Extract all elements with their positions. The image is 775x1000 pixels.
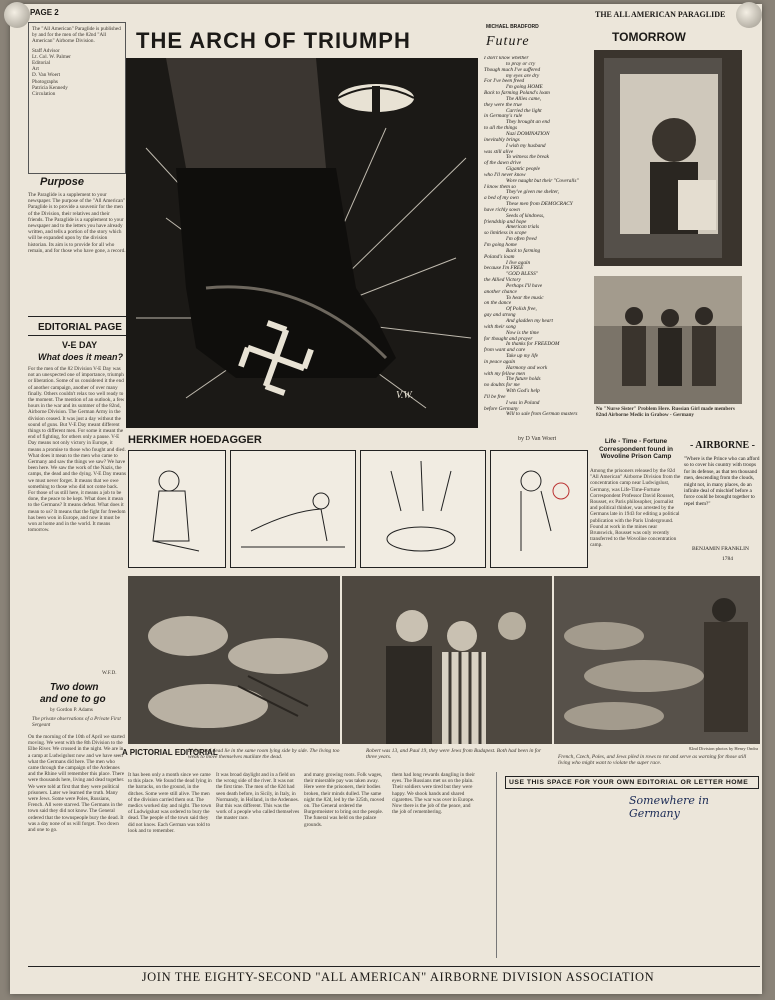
wings-insignia-icon [338,84,414,112]
poem-line: Of Polish free, [506,306,537,313]
poem-line: Will to sale from German masters [506,411,578,418]
poem-line: They've given me shelter, [506,189,559,196]
tomorrow-photo-soldiers-girl [594,276,742,404]
comic-panel-4 [490,450,588,568]
poem-line: inevitably brings [484,136,520,143]
poem-line: I'm going home [484,242,517,248]
poem-author: MICHAEL BRADFORD [486,24,539,30]
poem-line: to all the things [484,125,518,132]
poem-line: Wore naught but their "Coveralls" [506,177,579,184]
airborne-quote: "Where is the Prince who can afford so to cover his country with troops for its defense, as that ten thousand men, descending from the clouds, might not, in many places, do an infinite deal of mischief before a force could be brought together to repel them?" [684,456,760,507]
staff-name: D. Van Woert [32,72,61,79]
poem-line: because I'm FREE [484,265,524,272]
poem-line: my eyes are dry [506,72,540,79]
poem-line: I'm often freed [506,236,537,243]
poem-line: I'll be free [484,393,506,400]
poem-line: have richly sown [484,206,520,213]
poem-line: American trials [506,224,540,231]
poem-line: in Germany's rule [484,113,523,120]
arch-title: THE ARCH OF TRIUMPH [136,28,411,53]
pictorial-photo-two-boys [342,576,552,744]
two-down-title-2: and one to go [40,694,106,705]
pictorial-caption-1: Living and dead lie in the same room lying side by side. The living too weak to move themselves mutilate the dead. [188,748,340,761]
tomorrow-caption: No "Nurse Sister" Problem Here. Russian Girl made members 82nd Airborne Medic in Grabow - Germany [596,406,735,419]
bottom-column-3: and many growing roots. Folk wages, their miserable pay was taken away. Here were the prisoners, their bodies broken, their minds dulled. The same night the 82d, led by the 325th, moved on. The General ordered the Burgermeister to bring out the people. The funeral was held on the palace grounds. [304,772,385,828]
editorial-title: V-E DAY [62,340,98,350]
staff-role: Editorial [32,60,51,67]
bottom-column-1: It has been only a month since we came to this place. We found the dead lying in the barracks, on the ground, in the ditches. Some were still alive. The men of the division carried them out. The medics worked day and night. The town of Ludwigslust was ordered to bury the dead. The people of the town said they did not know. Each German was told to look and to remember. [128,772,212,834]
poem-line: I don't know whether [484,56,529,61]
poem-line: Harmony and work [506,364,548,371]
poem-line: To hear the music [506,294,544,301]
tomorrow-photo-boy-window [594,50,742,266]
staff-role: Circulation [32,91,56,98]
poem-line: Take up my life [506,353,539,360]
poem-line: Back to farming Poland's loam [484,90,550,97]
pictorial-caption-2: Robert was 13, and Paul 19, they were Jews from Budapest. Both had been in for three years. [366,748,542,761]
poem-line: Gigantic people [506,166,540,173]
poem-line: with my fellow men [484,370,526,377]
poem-line: from want and care [484,347,526,354]
pictorial-label: A PICTORIAL EDITORIAL [122,748,218,757]
staff-name: Patricia Kennedy [32,84,68,91]
poem-line: The future holds [506,376,541,383]
poem-line: Though much I've suffered [484,66,541,73]
masthead-names [29,48,125,98]
handwritten-note: Somewhere in Germany [629,794,709,820]
poem-line: of the dawn drive [484,160,521,167]
staff-name: Lt. Col. W. Palmer [32,53,71,60]
poem-line: no doubts for me [484,382,520,389]
airborne-title: - AIRBORNE - [690,440,756,451]
boot-crushing-swastika-illustration [126,58,478,428]
poem-line: gay and strong [484,312,516,319]
poem-line: "GOD BLESS" [506,271,538,278]
poem-line: they were the true [484,101,522,108]
herkimer-byline: by D Van Woert [518,436,557,442]
airborne-year: 1784 [722,556,733,562]
poem-line: In thanks for FREEDOM [506,341,560,348]
bottom-column-4: them had long rewards dangling in their eyes. The Russians met us on the plain. Their soldiers were tired but they were happy. We shook hands and shared cigarettes. The war was over in Europe. Now there is the job of the peace, and the job of remembering. [392,772,475,816]
poem-line: The Allies came, [506,95,542,102]
poem-line: With God's help [506,388,540,395]
poem-line: to pray or cry [506,60,536,67]
masthead-intro: The "All American" Paraglide is published by and for the men of the 82nd "All American" Airborne Division. [32,26,121,45]
pictorial-credit: 82nd Division photos by Henry Ondra [688,746,758,751]
pictorial-photo-piled-rows [554,576,760,744]
two-down-dek: The private observations of a Private First Sergeant [32,716,121,729]
purpose-text: The Paraglide is a supplement to your newspaper. The purpose of the "All American" Paraglide is to provide a souvenir for the men of the Division, their relatives and their friends. [28,192,126,223]
poem-title: Future [486,34,530,49]
poem-line: a bed of my own [484,195,519,202]
arch-illustration [126,58,478,428]
page-number: PAGE 2 [30,8,59,17]
poem-line: Now is the time [506,329,539,336]
purpose-body: The Paraglide is a supplement to your newspaper. The purpose of the "All American" Paraglide is to provide a souvenir for the men of the Division, their relatives and their friends. The Paraglide is a supplement to your newspaper and to the letters you have already written, and tells a portion of the story which will be expanded upon by the division historian. Its aim is to provide for all who remain, and for those who have gone, a record. [28,192,126,254]
poem-line: who I'll never know [484,171,526,178]
poem-line: I live again [506,259,531,266]
letter-box[interactable] [496,772,759,958]
poem-line: another chance [484,288,517,295]
poem-line: friendship and hope [484,218,527,225]
staff-role: Photographs [32,78,58,85]
staff-role: Staff Advisor [32,47,60,54]
newspaper-page [10,4,762,994]
poem-line: I was in Poland [506,399,540,406]
two-down-body: On the morning of the 10th of April we started moving. We went with the 8th Division to the Elbe River. We crossed in the night. We are in a camp at Ludwigslust now and we have seen what the Germans did here. The men who came through the campaign of the Ardennes and the Rhine will remember this place. There were thousands here, living and dead together. We were told at first that they were political prisoners. Later we learned the truth. Many were Jews. Some were Poles, Russians, French. All were starved. The Germans in the town said they did not know. The General ordered that the townspeople bury the dead. It was a day none of us will forget. Two down and one to go. [28,734,125,834]
poem-line: was still alive [484,148,514,155]
life-headline: Life - Time - Fortune Correspondent found in Wovoline Prison Camp [598,438,674,460]
poem-line: for thought and prayer [484,335,533,342]
svg-text:V.W.: V.W. [396,390,414,401]
masthead-box [28,22,126,174]
editorial-page-label: EDITORIAL PAGE [38,322,122,333]
poem-line: They brought an end [506,119,550,126]
poem-line: I know them so [484,183,516,190]
poem-line: I wish my husband [506,142,546,149]
two-down-byline: by Gordon P. Adams [50,707,93,713]
poem-line: the Allied Victory [484,277,521,284]
two-down-title: Two down [50,682,99,693]
comic-panel-2 [230,450,356,568]
poem-line: For I've been freed [484,78,525,85]
poem-line: so limitless in scope [484,230,527,237]
poem-line: on the dance [484,300,512,307]
poem-line: To witness the break [506,154,550,161]
poem-line: Back to farming [506,247,541,254]
poem-line: Perhaps I'll have [506,282,543,289]
editorial-body: For the men of the 82 Division V-E Day was not an unexpected one of importance, triumph or liberation. Some of us considered it the end of another campaign, another of over many finally. Others couldn't relax too well ready to the moment. The mention of an outlook, a few hours in the war and its summer of the 82nd, Airborne Division. The German Army in the division ceased. It was just a day without the sound of guns. But V-E Day meant different things to different men. For some it meant the end of fighting, for others only a pause. V-E Day means not only victory in Europe, it means a promise to those who fought and died. What does it mean to the men who came to Germany and saw the things we saw? We have been here. We saw the work of the Nazis, the camps, the dead and the dying. V-E Day means we must never forget. It means that we owe something to those who did not come back. For those of us still here, it means a job to be done, the peace to be kept. What does it mean to the Germans? It means defeat. What does it mean to us? It means that the fight for freedom has been won in Europe, and now it must be won at home and in the world. It means tomorrow. [28,366,126,534]
poem-line: before Germany [484,405,519,412]
poem-body [484,56,580,424]
comic-panel-1 [128,450,226,568]
poem-line: Nazi DOMINATION [506,130,550,137]
poem-line: I'm going HOME [506,84,543,91]
poem-line: These men from DEMOCRACY [506,201,573,208]
footer-association: JOIN THE EIGHTY-SECOND "ALL AMERICAN" AIRBORNE DIVISION ASSOCIATION [141,970,655,984]
poem-line: Poland's loam [484,253,515,260]
letter-box-label: USE THIS SPACE FOR YOUR OWN EDITORIAL OR LETTER HOME [505,776,759,789]
poem-line: with their song [484,323,516,330]
bottom-column-2: It was broad daylight and in a field on the wrong side of the river. It was not the first time. The men of the 82d had seen death before, in Sicily, in Italy, in Normandy, in Holland, in the Ardennes. But this was different. This was the work of a people who called themselves the master race. [216,772,300,822]
poem-line: in peace again [484,358,516,365]
editorial-subtitle: What does it mean? [38,352,124,362]
poem-line: And gladden my heart [506,317,553,324]
airborne-author: BENJAMIN FRANKLIN [692,546,749,552]
purpose-title: Purpose [40,176,85,188]
editorial-signature: W.F.D. [102,670,117,676]
pictorial-caption-3: French, Czech, Poles, and Jews piled in rows to rot and serve as warning for those still living who might want to violate the super race. [558,754,747,767]
poem-line: Seeds of kindness, [506,212,545,219]
tomorrow-title: TOMORROW [612,30,686,44]
life-body: Among the prisoners released by the 82d "All American" Airborne Division from the concentration camp near Ludwigslust, Germany, was Life-Time-Fortune Correspondent Professor David Rousset, Rousset, ex Paris philosopher, journalist and political thinker, was arrested by the Germans late in 1943 for editing a political publication with the Paris Underground. Found at work in the mines near Brunswick, Rousset was only recently transferred to the Wovoline concentration camp. [590,468,681,549]
pushpin-icon [736,2,762,28]
comic-panel-3 [360,450,486,568]
masthead: THE ALL AMERICAN PARAGLIDE [595,10,726,19]
staff-role: Art [32,66,39,73]
poem-line: Carried the light [506,107,542,114]
pushpin-icon [4,2,30,28]
herkimer-title: HERKIMER HOEDAGGER [128,434,262,446]
pictorial-photo-living-and-dead [128,576,340,744]
